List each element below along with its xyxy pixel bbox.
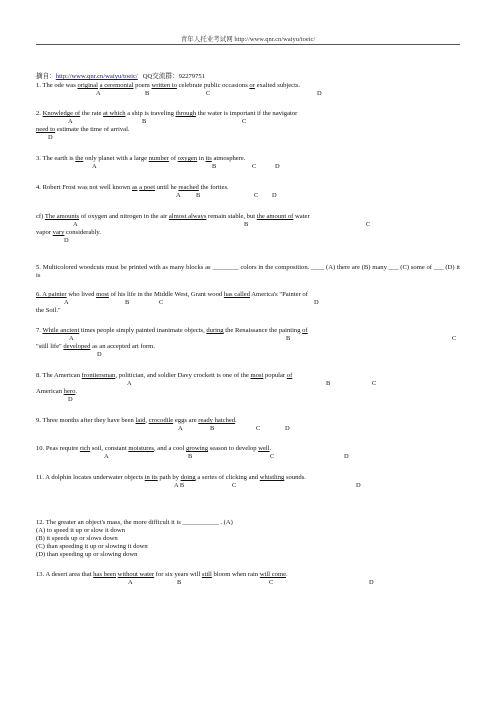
underlined-phrase: whistling: [259, 474, 285, 481]
underlined-phrase: moistures: [128, 445, 154, 452]
underlined-phrase: oxygen: [177, 155, 198, 162]
question-text: considerably.: [64, 229, 101, 236]
underlined-phrase: 6. A painter: [36, 291, 67, 298]
question-text: path by: [157, 474, 181, 481]
question-text: remain stable, but: [206, 213, 257, 220]
question-text: who lived: [66, 291, 97, 298]
letter-b: B: [177, 579, 182, 586]
letter-c: C: [452, 335, 457, 342]
question-text: "still life": [36, 343, 64, 350]
underlined-phrase: need to: [36, 126, 56, 133]
underlined-phrase: crocodile: [148, 417, 174, 424]
underlined-phrase: most: [96, 291, 109, 298]
underlined-phrase: has called: [223, 291, 251, 298]
question-11: [36, 474, 306, 482]
letter-c: C: [269, 579, 274, 586]
letter-a: A: [128, 579, 133, 586]
question-text: poem: [133, 82, 152, 89]
qq-group: QQ交流群：92279751: [142, 73, 205, 80]
question-text: a ship is traveling: [125, 110, 176, 117]
letter-a: A: [176, 192, 181, 199]
source-line: [36, 73, 205, 81]
question-text: 1. The ode was: [36, 82, 78, 89]
question-text: of: [168, 155, 178, 162]
question-text: water: [293, 213, 310, 220]
letter-c: C: [366, 221, 371, 228]
underlined-phrase: its: [205, 155, 212, 162]
question-text: eggs are: [173, 417, 199, 424]
letter-d: D: [317, 90, 322, 97]
question-text: as an accepted art form.: [90, 343, 155, 350]
letter-a: A: [96, 90, 101, 97]
underlined-phrase: of: [286, 372, 293, 379]
underlined-phrase: the amount of: [256, 213, 294, 220]
question-text: sounds.: [284, 474, 306, 481]
letter-b: B: [196, 192, 201, 199]
question-9: [36, 417, 237, 425]
underlined-phrase: rich: [79, 445, 91, 452]
question-text: the forties.: [198, 184, 229, 191]
question-text: celebrate public occasions: [176, 82, 250, 89]
underlined-phrase: vary: [52, 229, 65, 236]
letter-b: B: [188, 453, 193, 460]
question-text: for six years will: [154, 571, 202, 578]
letter-c: C: [232, 482, 237, 489]
question-text: in: [197, 155, 206, 162]
underlined-phrase: While ancient: [42, 327, 80, 334]
question-text: 10. Peas require: [36, 445, 80, 452]
letter-b: B: [210, 425, 215, 432]
question-text: the Renaissance the painting: [223, 327, 303, 334]
underlined-phrase: during: [206, 327, 224, 334]
underlined-phrase: reached: [178, 184, 199, 191]
letter-d: D: [275, 163, 280, 170]
letter-ab: A B: [174, 482, 185, 489]
underlined-phrase: in its: [144, 474, 158, 481]
question-text: , politician, and soldier Davy crockett is one of the: [115, 372, 251, 379]
question-text: a series of clicking and: [195, 474, 260, 481]
underlined-phrase: Knowledge of: [42, 110, 81, 117]
question-10: [36, 445, 271, 453]
underlined-phrase: without water: [117, 571, 155, 578]
letter-d: D: [356, 482, 361, 489]
underlined-phrase: The amounts: [44, 213, 80, 220]
question-text: cf): [36, 213, 45, 220]
letter-d: D: [344, 453, 349, 460]
letter-d: D: [369, 579, 374, 586]
question-cf: [36, 213, 310, 221]
underlined-phrase: still: [201, 571, 212, 578]
letter-b: B: [326, 380, 331, 387]
question-text: .: [286, 571, 288, 578]
underlined-phrase: ready hatched: [198, 417, 236, 424]
letter-a: A: [178, 425, 183, 432]
underlined-phrase: developed: [63, 343, 91, 350]
question-text: 13. A desert area that: [36, 571, 94, 578]
question-4: [36, 184, 229, 192]
option-b: (B) it speeds up or slows down: [36, 535, 118, 542]
letter-a: A: [104, 453, 109, 460]
option-d: (D) than speeding up or slowing down: [36, 551, 138, 558]
question-text: 8. The American: [36, 372, 82, 379]
question-2-cont: [36, 126, 130, 134]
letter-d: D: [68, 396, 73, 403]
question-13: [36, 571, 288, 579]
question-text: American: [36, 388, 64, 395]
underlined-phrase: almost always: [168, 213, 207, 220]
underlined-phrase: will come: [259, 571, 286, 578]
underlined-phrase: a poet: [139, 184, 156, 191]
question-text: until he: [155, 184, 179, 191]
letter-c: C: [242, 118, 247, 125]
underlined-phrase: original: [77, 82, 98, 89]
question-text: season to develop: [208, 445, 259, 452]
letter-a: A: [64, 299, 69, 306]
question-text: 4. Robert Frost was not well known: [36, 184, 132, 191]
letter-d: D: [314, 299, 319, 306]
question-3: [36, 155, 246, 163]
letter-c: C: [256, 425, 261, 432]
question-7: [36, 327, 308, 335]
question-8: [36, 372, 292, 380]
letter-c: C: [254, 192, 259, 199]
question-8-cont: [36, 388, 77, 396]
underlined-phrase: written to: [151, 82, 177, 89]
page-header: 青年人托业考试网 http://www.qnr.cn/waiyu/toeic/: [180, 36, 316, 43]
underlined-phrase: as: [131, 184, 138, 191]
question-text: , and a cool: [153, 445, 187, 452]
letter-d: D: [285, 425, 290, 432]
question-text: 2.: [36, 110, 43, 117]
question-text: .: [269, 445, 272, 452]
underlined-phrase: hero: [63, 388, 76, 395]
underlined-phrase: doing: [180, 474, 196, 481]
question-text: 11. A dolphin locates underwater objects: [36, 474, 145, 481]
question-text: 9. Three months after they have been: [36, 417, 136, 424]
source-link[interactable]: http://www.qnr.cn/waiyu/toeic/: [55, 73, 138, 80]
question-text: ,: [145, 417, 149, 424]
question-text: the rate: [80, 110, 104, 117]
letter-c: C: [270, 453, 275, 460]
question-text: estimate the time of arrival.: [55, 126, 130, 133]
letter-d: D: [97, 351, 102, 358]
question-text: only planet with a large: [83, 155, 149, 162]
option-c: (C) than speeding it up or slowing it down: [36, 543, 148, 550]
question-text: of his life in the Middle West, Grant wood: [108, 291, 224, 298]
underlined-phrase: well: [258, 445, 270, 452]
underlined-phrase: frontiersman: [81, 372, 116, 379]
question-text: vapor: [36, 229, 53, 236]
letter-d: D: [272, 192, 277, 199]
letter-c: C: [159, 299, 164, 306]
source-prefix: 摘自：: [36, 73, 56, 80]
option-a: (A) to speed it up or slow it down: [36, 527, 126, 534]
underlined-phrase: at which: [103, 110, 126, 117]
letter-c: C: [372, 380, 377, 387]
letter-b: B: [142, 118, 147, 125]
question-6-cont: the Soil.": [36, 307, 61, 314]
question-text: exalted subjects.: [254, 82, 301, 89]
letter-d: D: [64, 237, 69, 244]
question-6: [36, 291, 308, 299]
underlined-phrase: a ceremonial: [99, 82, 134, 89]
letter-a: A: [73, 221, 78, 228]
question-text: .: [75, 388, 78, 395]
question-text: 7.: [36, 327, 43, 334]
question-12: 12. The greater an object's mass, the more difficult it is ___________ . (A): [36, 519, 233, 526]
underlined-phrase: laid: [135, 417, 146, 424]
letter-d: D: [48, 134, 53, 141]
letter-a: A: [68, 118, 73, 125]
question-text: soil, constant: [90, 445, 129, 452]
underlined-phrase: the: [75, 155, 84, 162]
question-text: times people simply painted inanimate objects,: [79, 327, 207, 334]
letter-c: C: [206, 90, 211, 97]
question-5: 5. Multicolored woodcuts must be printed with as many blocks as ________ colors in the composition. ____ (A) there are (B) many ___ (C) some of ___ (D) it is: [36, 264, 460, 279]
underlined-phrase: most: [250, 372, 264, 379]
letter-b: B: [286, 335, 291, 342]
question-cf-cont: [36, 229, 101, 237]
letter-a: A: [69, 335, 74, 342]
letter-b: B: [212, 163, 217, 170]
question-text: .: [235, 417, 237, 424]
letter-c: C: [252, 163, 257, 170]
letter-a: A: [92, 163, 97, 170]
question-7-cont: [36, 343, 155, 351]
letter-b: B: [125, 299, 130, 306]
underlined-phrase: or: [249, 82, 255, 89]
letter-b: B: [244, 221, 249, 228]
question-text: bloom when rain: [211, 571, 260, 578]
question-1: [36, 82, 300, 90]
underlined-phrase: through: [175, 110, 197, 117]
question-text: 3. The earth is: [36, 155, 76, 162]
underlined-phrase: number: [148, 155, 169, 162]
header-rule: [36, 44, 460, 45]
question-text: atmosphere.: [211, 155, 246, 162]
question-text: America's "Painter of: [250, 291, 308, 298]
underlined-phrase: growing: [186, 445, 209, 452]
underlined-phrase: has been: [93, 571, 117, 578]
question-text: of oxygen and nitrogen in the air: [79, 213, 169, 220]
question-2: [36, 110, 297, 118]
letter-b: B: [145, 90, 150, 97]
question-text: the water is important if the navigator: [196, 110, 298, 117]
question-text: popular: [263, 372, 287, 379]
letter-a: A: [127, 380, 132, 387]
underlined-phrase: of: [302, 327, 308, 334]
